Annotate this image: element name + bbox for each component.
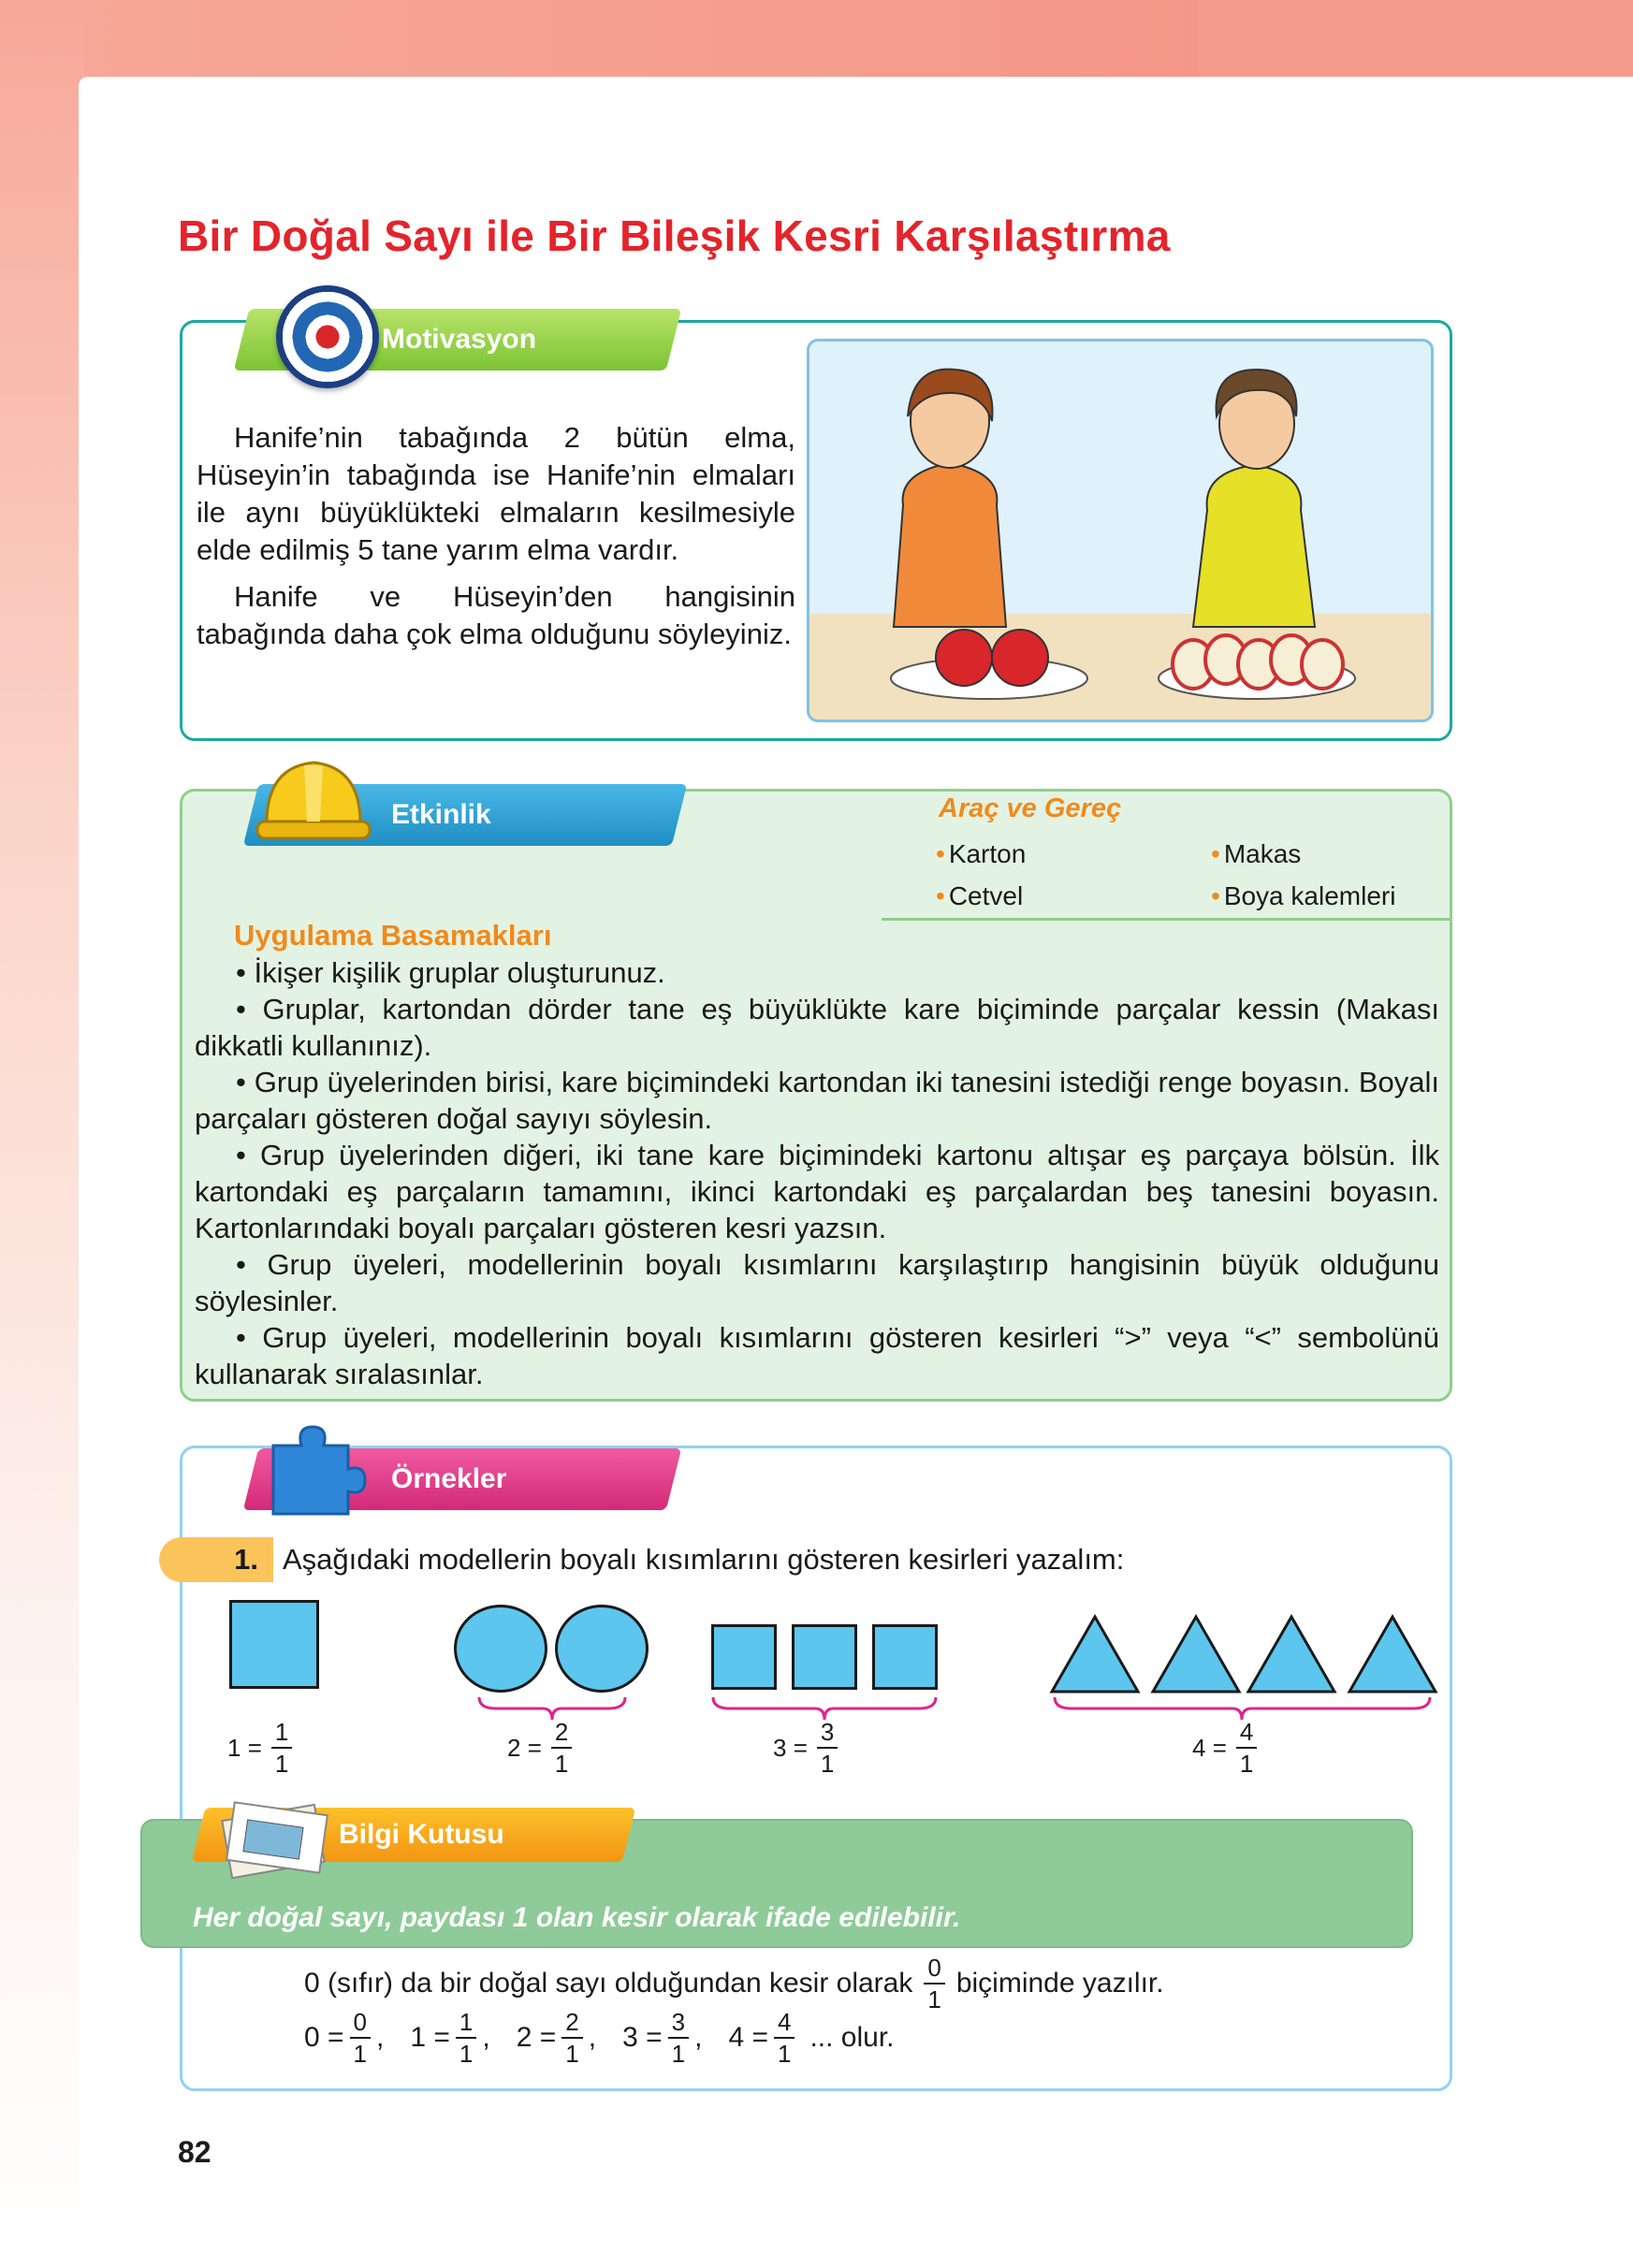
whole-number: 3 [622, 2022, 638, 2053]
equals-sign: = [793, 1733, 808, 1762]
triangle-shape [1052, 1617, 1138, 1692]
denominator: 1 [274, 1750, 289, 1778]
boy-shirt [1193, 465, 1315, 627]
numerator: 1 [271, 1720, 292, 1749]
arac-item-label: Cetvel [948, 881, 1024, 910]
triangle-shape [1153, 1617, 1239, 1692]
step-item: • İkişer kişilik gruplar oluşturunuz. [236, 956, 665, 989]
step-item: • Grup üyelerinden diğeri, iki tane kare biçimindeki kartonu altışar eş parçaya bölsün. İlk kartondaki eş parçaların tamamını, ikinci kartondaki eş parçalardan beş tanesini boyasın. Kartonlarındaki boyalı parçaları gösteren kesri yazsın. [195, 1139, 1439, 1244]
equation-1 [227, 1720, 292, 1776]
step-item: • Gruplar, kartondan dörder tane eş büyüklükte kare biçiminde parçalar kessin (Makası dikkatli kullanınız). [195, 993, 1439, 1062]
target-icon [276, 285, 379, 388]
square-shape [711, 1624, 777, 1690]
equals-sign: = [247, 1733, 262, 1762]
bilgi-kutusu-label: Bilgi Kutusu [339, 1819, 504, 1850]
numerator: 3 [668, 2010, 689, 2039]
equals-sign: = [1212, 1733, 1227, 1762]
separator: , [694, 2022, 703, 2053]
circle-shape [454, 1605, 547, 1693]
motivasyon-label: Motivasyon [382, 324, 537, 355]
fraction-example: 0 = $\frac{0}{1}$ , [304, 2008, 385, 2068]
girl-shirt [894, 463, 1006, 627]
numerator: 0 [924, 1955, 944, 1985]
square-shape [229, 1600, 319, 1689]
page-number: 82 [178, 2135, 211, 2169]
page-title: Bir Doğal Sayı ile Bir Bileşik Kesri Karşılaştırma [178, 211, 1171, 260]
fraction-examples [304, 2010, 895, 2066]
separator: , [482, 2022, 490, 2053]
equation-2 [507, 1720, 572, 1776]
circle-shape [555, 1605, 649, 1693]
equation-4 [1192, 1720, 1257, 1776]
fraction-example: 3 = $\frac{3}{1}$ , [622, 2008, 703, 2068]
fraction [924, 1955, 944, 2012]
half-apple-icon [1302, 640, 1343, 689]
olur-text: ... olur. [809, 2022, 895, 2053]
bilgi-kutusu-text: Her doğal sayı, paydası 1 olan kesir olarak ifade edilebilir. [193, 1902, 961, 1933]
whole-number: 0 [304, 2022, 320, 2053]
whole-number: 2 [516, 2022, 532, 2053]
denominator: 1 [554, 1750, 569, 1778]
denominator: 1 [777, 2040, 792, 2068]
arac-item: • Boya kalemleri [1211, 881, 1396, 910]
whole-number: 4 [1192, 1733, 1206, 1762]
fraction-example: 1 = $\frac{1}{1}$ , [410, 2008, 490, 2068]
equals-sign: = [527, 1733, 542, 1762]
children-apples-illustration [807, 339, 1434, 722]
motivasyon-text [197, 419, 795, 662]
arac-item: • Makas [1211, 839, 1302, 868]
zero-text: 0 (sıfır) da bir doğal sayı olduğundan kesir olarak [304, 1968, 913, 1999]
apple-icon [992, 630, 1048, 686]
uygulama-title: Uygulama Basamakları [234, 919, 552, 952]
fraction [456, 2010, 476, 2066]
motivasyon-paragraph: Hanife’nin tabağında 2 bütün elma, Hüseyin’in tabağında ise Hanife’nin elmaları ile aynı büyüklükteki elmaların kesilmesiyle elde edilmiş 5 tane yarım elma vardır. [197, 421, 795, 566]
whole-number: 4 [728, 2022, 745, 2053]
step-item: • Grup üyelerinden birisi, kare biçimindeki kartondan iki tanesini istediği renge boyasın. Boyalı parçaları gösteren doğal sayıyı söylesin. [195, 1066, 1439, 1135]
fraction [817, 1720, 838, 1776]
triangle-shape [1248, 1617, 1334, 1692]
numerator: 2 [561, 2010, 582, 2039]
zero-explanation [304, 1955, 1164, 2012]
illustration-svg [809, 342, 1434, 722]
whole-number: 1 [227, 1733, 241, 1762]
etkinlik-label: Etkinlik [391, 799, 491, 830]
denominator: 1 [1239, 1750, 1254, 1778]
triangle-group [1048, 1611, 1441, 1695]
apple-icon [936, 630, 992, 686]
fraction [774, 2010, 795, 2066]
square-shape [872, 1624, 938, 1690]
equation-3 [773, 1720, 838, 1776]
fraction-example: 2 = $\frac{2}{1}$ , [516, 2008, 597, 2068]
arac-item: • Karton [936, 839, 1027, 868]
puzzle-icon [255, 1413, 367, 1525]
separator: , [588, 2022, 597, 2053]
arac-gerec-title: Araç ve Gereç [939, 793, 1122, 823]
numerator: 3 [817, 1720, 838, 1749]
denominator: 1 [459, 2040, 474, 2068]
denominator: 1 [671, 2040, 686, 2068]
numerator: 4 [1236, 1720, 1257, 1749]
fraction [561, 2010, 582, 2066]
whole-number: 1 [410, 2022, 427, 2053]
fraction-example: 4 = $\frac{4}{1}$ [728, 2010, 800, 2066]
denominator: 1 [565, 2040, 579, 2068]
arac-item-label: Makas [1223, 839, 1302, 868]
denominator: 1 [820, 1750, 835, 1778]
fraction [551, 1720, 572, 1776]
denominator: 1 [927, 1985, 941, 2014]
uygulama-steps [195, 954, 1439, 1392]
ornekler-label: Örnekler [391, 1463, 507, 1494]
step-item: • Grup üyeleri, modellerinin boyalı kısımlarını gösteren kesirleri “>” veya “<” sembolünü kullanarak sıralasınlar. [195, 1321, 1439, 1390]
numerator: 0 [350, 2010, 371, 2039]
denominator: 1 [353, 2040, 368, 2068]
arac-item: • Cetvel [936, 881, 1024, 910]
fraction [350, 2010, 371, 2066]
numerator: 1 [456, 2010, 476, 2039]
left-background-band [0, 0, 84, 2268]
whole-number: 2 [507, 1733, 521, 1762]
arac-item-label: Boya kalemleri [1223, 881, 1396, 910]
fraction [668, 2010, 689, 2066]
whole-number: 3 [773, 1733, 787, 1762]
papers-icon [208, 1792, 339, 1885]
arac-item-label: Karton [948, 839, 1027, 868]
helmet-icon [253, 749, 374, 853]
triangle-shape [1349, 1617, 1436, 1692]
fraction [1236, 1720, 1257, 1776]
motivasyon-paragraph: Hanife ve Hüseyin’den hangisinin tabağında daha çok elma olduğunu söyleyiniz. [197, 580, 795, 650]
example-question: Aşağıdaki modellerin boyalı kısımlarını gösteren kesirleri yazalım: [283, 1543, 1125, 1576]
numerator: 4 [774, 2010, 795, 2039]
separator: , [376, 2022, 385, 2053]
square-shape [792, 1624, 857, 1690]
arac-divider [882, 918, 1452, 921]
numerator: 2 [551, 1720, 572, 1749]
example-number: 1. [159, 1537, 273, 1582]
step-item: • Grup üyeleri, modellerinin boyalı kısımlarını karşılaştırıp hangisinin büyük olduğunu söylesinler. [195, 1248, 1439, 1317]
fraction [271, 1720, 292, 1776]
zero-text-end: biçiminde yazılır. [955, 1968, 1164, 1999]
